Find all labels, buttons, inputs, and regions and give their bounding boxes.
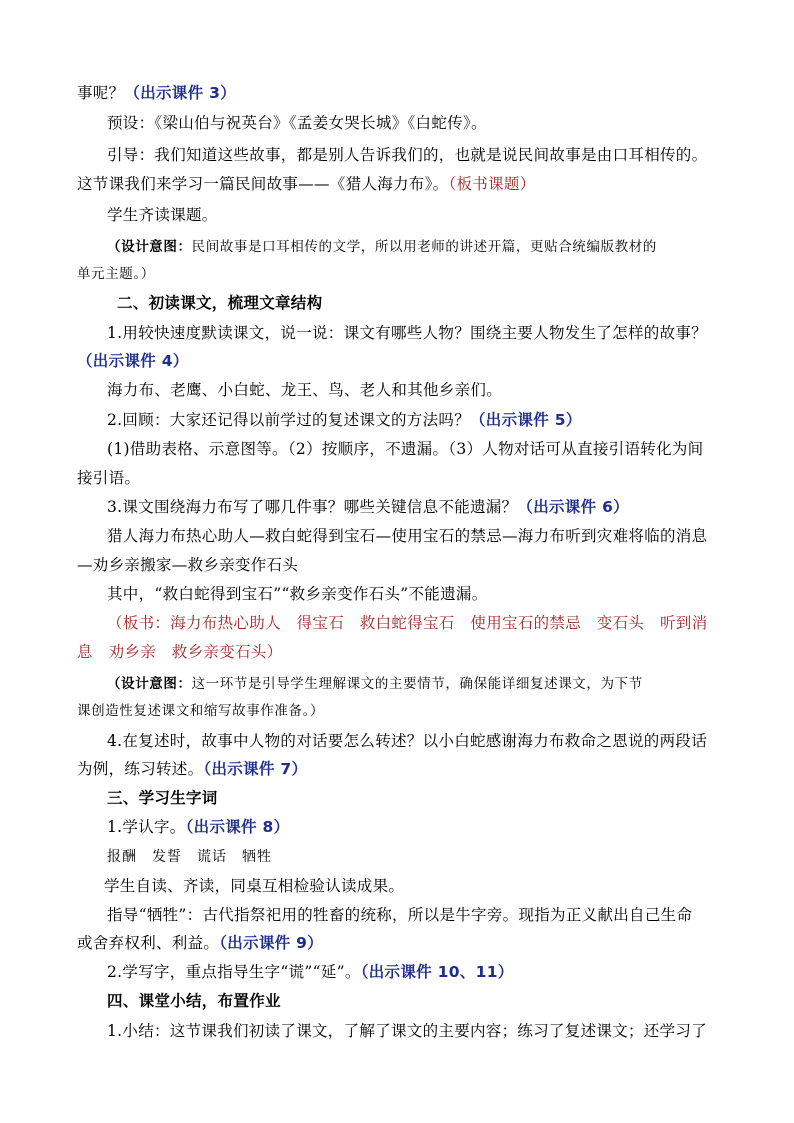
text-line: 引导：我们知道这些故事，都是别人告诉我们的，也就是说民间故事是由口耳相传的。 — [107, 146, 708, 164]
line-text: 这节课我们来学习一篇民间故事——《猎人海力布》。 — [77, 175, 449, 193]
line-text: 3.课文围绕海力布写了哪几件事？哪些关键信息不能遗漏？ — [107, 498, 518, 516]
courseware-ref: （出示课件 4） — [77, 352, 189, 370]
text-line — [77, 350, 189, 372]
line-text: 1.学认字。 — [107, 818, 186, 836]
text-line: 其中，“救白蛇得到宝石”“救乡亲变作石头”不能遗漏。 — [107, 585, 488, 603]
design-intent-text: 这一环节是引导学生理解课文的主要情节，确保能详细复述课文，为下节 — [191, 676, 643, 692]
line-text: 事呢？ — [77, 84, 125, 102]
courseware-ref: （出示课件 5） — [470, 411, 582, 429]
design-intent-tag: （设计意图： — [107, 239, 192, 255]
courseware-ref: （出示课件 8） — [185, 818, 290, 836]
design-intent-note — [107, 673, 643, 695]
text-line: —劝乡亲搬家—救乡亲变作石头 — [77, 556, 299, 574]
text-line: 接引语。 — [77, 469, 141, 487]
text-line: (1)借助表格、示意图等。（2）按顺序，不遗漏。（3）人物对话可从直接引语转化为间 — [107, 440, 704, 458]
courseware-ref: （出示课件 6） — [517, 498, 629, 516]
line-text: 或舍弃权利、利益。 — [77, 934, 220, 952]
text-line: 学生自读、齐读，同桌互相检验认读成果。 — [104, 877, 405, 895]
text-line: 指导“牺牲”：古代指祭祀用的牲畜的统称，所以是牛字旁。现指为正义献出自己生命 — [107, 906, 693, 924]
vocabulary-list: 报酬 发誓 谎话 牺牲 — [107, 849, 272, 865]
design-intent-text: 民间故事是口耳相传的文学，所以用老师的讲述开篇，更贴合统编版教材的 — [191, 239, 657, 255]
courseware-ref: （出示课件 10、11） — [360, 963, 514, 981]
text-line: 预设：《梁山伯与祝英台》《孟姜女哭长城》《白蛇传》。 — [107, 114, 487, 132]
text-line — [77, 758, 307, 780]
text-line — [77, 173, 536, 195]
design-intent-note: 单元主题。） — [77, 266, 155, 282]
text-line: 海力布、老鹰、小白蛇、龙王、鸟、老人和其他乡亲们。 — [107, 381, 503, 399]
board-note: （板书课题） — [448, 175, 536, 193]
courseware-ref: （出示课件 9） — [219, 934, 324, 952]
section-heading: 二、初读课文，梳理文章结构 — [117, 294, 323, 312]
text-line — [107, 409, 582, 431]
design-intent-note: 课创造性复述课文和缩写故事作准备。） — [77, 703, 325, 719]
text-line: 1.小结：这节课我们初读了课文，了解了课文的主要内容；练习了复述课文；还学习了 — [107, 1022, 707, 1040]
design-intent-note — [107, 236, 657, 258]
text-line — [77, 82, 236, 104]
line-text: 2.回顾：大家还记得以前学过的复述课文的方法吗？ — [107, 411, 470, 429]
text-line: 学生齐读课题。 — [107, 206, 218, 224]
section-heading: 四、课堂小结，布置作业 — [107, 992, 281, 1010]
text-line — [107, 496, 629, 518]
text-line: 1.用较快速度默读课文，说一说：课文有哪些人物？围绕主要人物发生了怎样的故事？ — [107, 324, 707, 342]
text-line — [77, 932, 323, 954]
text-line: 4.在复述时，故事中人物的对话要怎么转述？以小白蛇感谢海力布救命之恩说的两段话 — [107, 732, 707, 750]
text-line — [107, 961, 514, 983]
section-heading: 三、学习生字词 — [107, 789, 218, 807]
courseware-ref: （出示课件 7） — [203, 760, 308, 778]
text-line — [107, 816, 289, 838]
text-line: 猎人海力布热心助人—救白蛇得到宝石—使用宝石的禁忌—海力布听到灾难将临的消息 — [107, 527, 708, 545]
line-text: 2.学写字，重点指导生字“谎”“延”。 — [107, 963, 361, 981]
design-intent-tag: （设计意图： — [107, 676, 192, 692]
courseware-ref: （出示课件 3） — [124, 84, 236, 102]
board-note: 息 劝乡亲 救乡亲变石头） — [77, 643, 283, 661]
line-text: 为例，练习转述。 — [77, 760, 204, 778]
board-note: （板书：海力布热心助人 得宝石 救白蛇得宝石 使用宝石的禁忌 变石头 听到消 — [107, 614, 708, 632]
